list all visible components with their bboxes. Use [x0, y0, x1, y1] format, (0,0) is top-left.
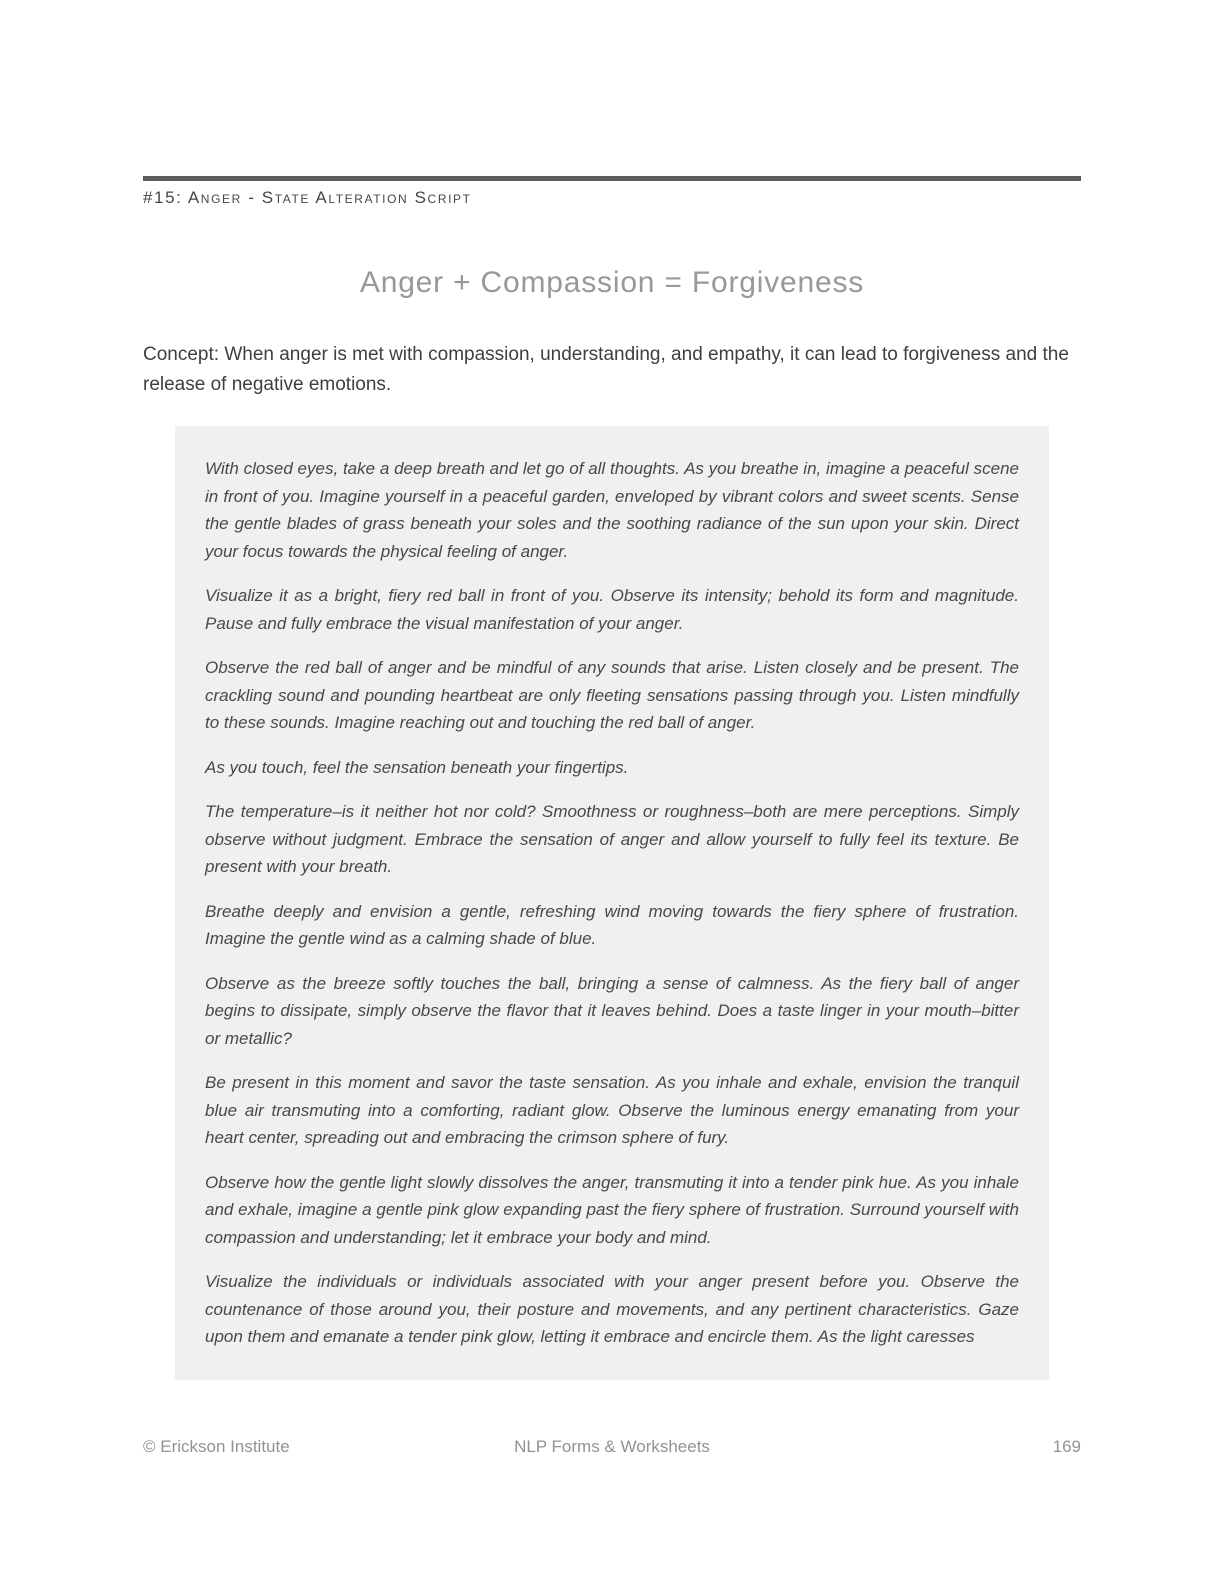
section-kicker: #15: Anger - State Alteration Script	[143, 188, 472, 207]
script-paragraph: As you touch, feel the sensation beneath your fingertips.	[205, 757, 629, 777]
script-paragraph: Visualize it as a bright, fiery red ball in front of you. Observe its intensity; behold its form and magnitude. Pause and fully embrace the visual manifestation of your anger.	[205, 586, 1019, 633]
script-paragraph: Observe how the gentle light slowly dissolves the anger, transmuting it into a tender pink hue. As you inhale and exhale, imagine a gentle pink glow expanding past the fiery sphere of frustration. Surround yourself with compassion and understanding; let it embrace your body and mind.	[205, 1172, 1019, 1247]
script-paragraph: Visualize the individuals or individuals associated with your anger present before you. Observe the countenance of those around you, their posture and movements, and any pertinent characteristics. Gaze upon them and emanate a tender pink glow, letting it embrace and encircle them. As the light caresses	[205, 1272, 1019, 1346]
script-paragraph: Observe as the breeze softly touches the ball, bringing a sense of calmness. As the fiery ball of anger begins to dissipate, simply observe the flavor that it leaves behind. Does a taste linger in your mouth–bitter or metallic?	[205, 973, 1019, 1048]
footer-page-number: 169	[1052, 1437, 1081, 1456]
script-paragraph: Observe the red ball of anger and be mindful of any sounds that arise. Listen closely and be present. The crackling sound and pounding heartbeat are only fleeting sensations passing through you. Listen mindfully to these sounds. Imagine reaching out and touching the red ball of anger.	[205, 658, 1019, 732]
header-rule	[143, 176, 1081, 181]
script-paragraph: With closed eyes, take a deep breath and let go of all thoughts. As you breathe in, imagine a peaceful scene in front of you. Imagine yourself in a peaceful garden, enveloped by vibrant colors and sweet scents. Sense the gentle blades of grass beneath your soles and the soothing radiance of the sun upon your skin. Direct your focus towards the physical feeling of anger.	[205, 459, 1019, 561]
script-box	[175, 426, 1049, 1380]
concept-paragraph: Concept: When anger is met with compassion, understanding, and empathy, it can lead to forgiveness and the release of negative emotions.	[143, 344, 1069, 395]
script-paragraph: Breathe deeply and envision a gentle, refreshing wind moving towards the fiery sphere of frustration. Imagine the gentle wind as a calming shade of blue.	[205, 901, 1019, 948]
page-content	[0, 176, 1224, 1380]
script-paragraph: Be present in this moment and savor the taste sensation. As you inhale and exhale, envision the tranquil blue air transmuting into a comforting, radiant glow. Observe the luminous energy emanating from your heart center, spreading out and embracing the crimson sphere of fury.	[205, 1073, 1019, 1147]
page-title: Anger + Compassion = Forgiveness	[359, 266, 865, 299]
footer-copyright: © Erickson Institute	[143, 1437, 290, 1456]
footer-book-title: NLP Forms & Worksheets	[514, 1437, 710, 1456]
script-paragraph: The temperature–is it neither hot nor cold? Smoothness or roughness–both are mere perceptions. Simply observe without judgment. Embrace the sensation of anger and allow yourself to fully feel its texture. Be present with your breath.	[205, 802, 1019, 876]
